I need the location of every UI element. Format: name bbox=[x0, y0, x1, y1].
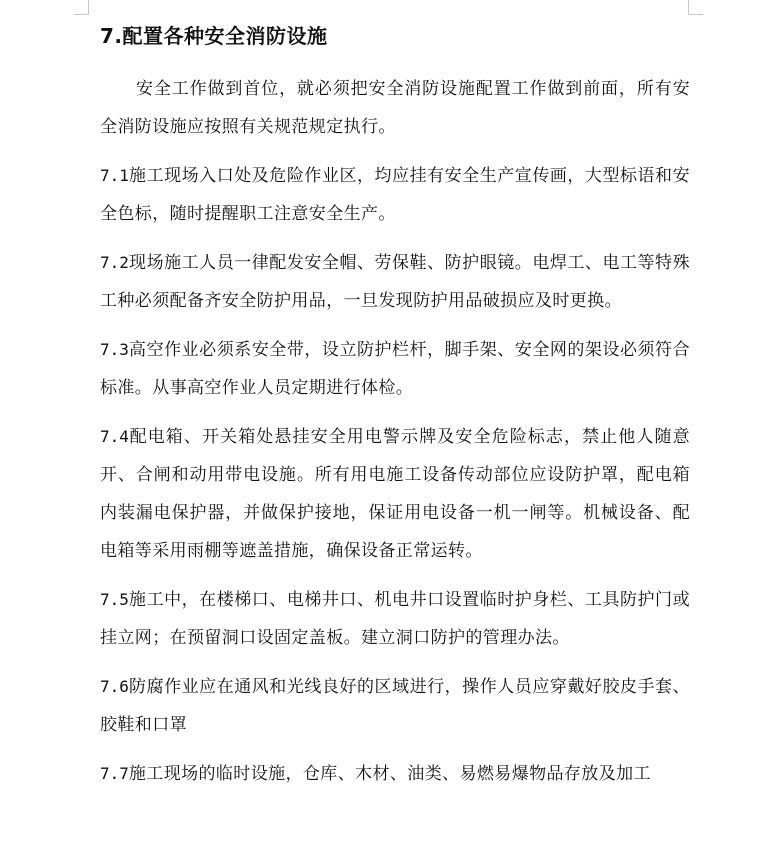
list-item bbox=[100, 668, 690, 744]
list-item bbox=[100, 244, 690, 320]
section-heading: 7.配置各种安全消防设施 bbox=[100, 24, 328, 48]
document-body bbox=[100, 22, 690, 804]
item-number: 7.1 bbox=[100, 166, 129, 185]
list-item bbox=[100, 755, 690, 793]
item-text: 现场施工人员一律配发安全帽、劳保鞋、防护眼镜。电焊工、电工等特殊工种必须配备齐安全防护用品，一旦发现防护用品破损应及时更换。 bbox=[100, 253, 690, 311]
item-number: 7.4 bbox=[100, 427, 129, 446]
list-item bbox=[100, 418, 690, 570]
margin-mark-top-right bbox=[688, 0, 689, 14]
item-text: 施工现场入口处及危险作业区，均应挂有安全生产宣传画，大型标语和安全色标，随时提醒职工注意安全生产。 bbox=[100, 166, 690, 224]
item-number: 7.6 bbox=[100, 677, 129, 696]
item-text: 防腐作业应在通风和光线良好的区域进行，操作人员应穿戴好胶皮手套、胶鞋和口罩 bbox=[100, 677, 690, 735]
item-number: 7.5 bbox=[100, 590, 129, 609]
margin-mark-top-right bbox=[688, 14, 703, 15]
item-number: 7.2 bbox=[100, 253, 129, 272]
list-item bbox=[100, 331, 690, 407]
list-item bbox=[100, 157, 690, 233]
item-text: 施工现场的临时设施，仓库、木材、油类、易燃易爆物品存放及加工 bbox=[128, 764, 651, 784]
margin-mark-top-left bbox=[88, 0, 89, 14]
item-text: 施工中，在楼梯口、电梯井口、机电井口设置临时护身栏、工具防护门或挂立网；在预留洞口设固定盖板。建立洞口防护的管理办法。 bbox=[100, 590, 690, 648]
item-text: 高空作业必须系安全带，设立防护栏杆，脚手架、安全网的架设必须符合标准。从事高空作业人员定期进行体检。 bbox=[100, 340, 690, 398]
item-number: 7.3 bbox=[100, 340, 129, 359]
intro-paragraph: 安全工作做到首位，就必须把安全消防设施配置工作做到前面，所有安全消防设施应按照有关规范规定执行。 bbox=[100, 79, 690, 137]
list-item bbox=[100, 581, 690, 657]
item-text: 配电箱、开关箱处悬挂安全用电警示牌及安全危险标志，禁止他人随意开、合闸和动用带电设施。所有用电施工设备传动部位应设防护罩，配电箱内装漏电保护器，并做保护接地，保证用电设备一机一闸等。机械设备、配电箱等采用雨棚等遮盖措施，确保设备正常运转。 bbox=[100, 427, 690, 561]
item-number: 7.7 bbox=[100, 764, 129, 783]
margin-mark-top-left bbox=[74, 14, 89, 15]
